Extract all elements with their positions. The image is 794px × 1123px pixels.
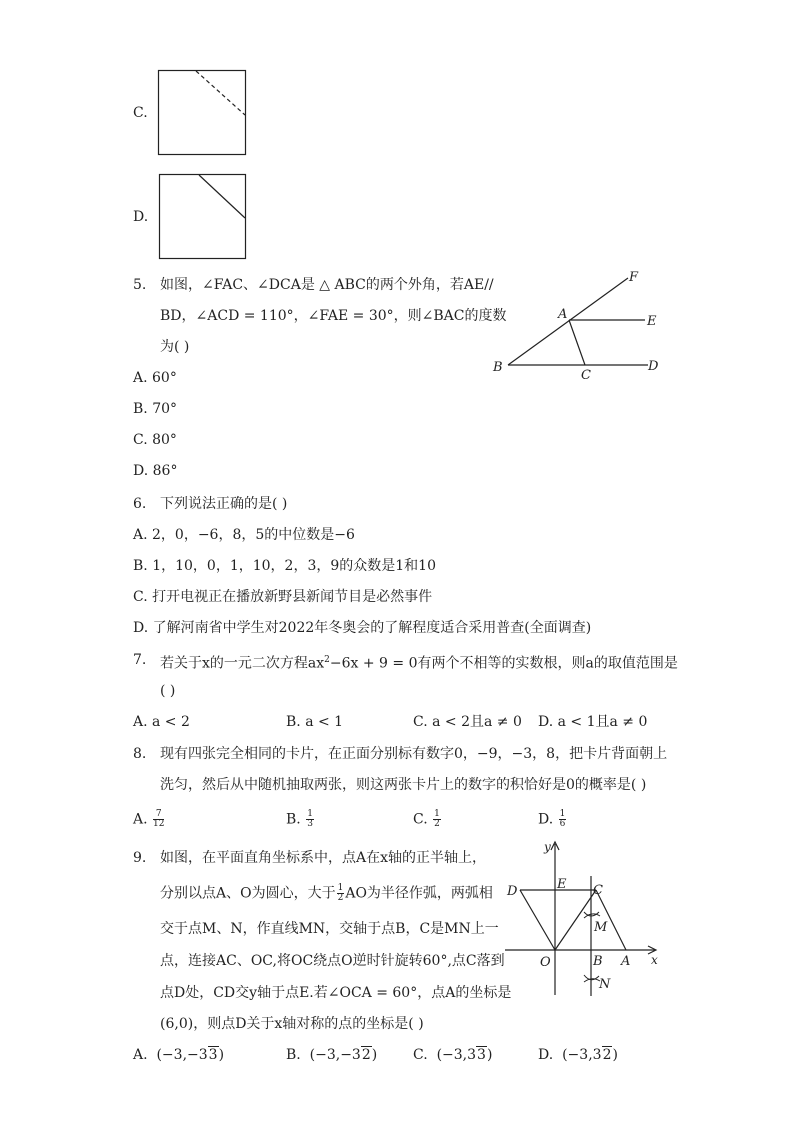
- q9-label-a: A: [621, 954, 631, 969]
- q9-number: 9.: [133, 850, 147, 866]
- q5-stem-line3: 为( ): [160, 339, 190, 355]
- q6-option-b: B. 1，10，0，1，10，2，3，9的众数是1和10: [133, 558, 436, 574]
- q8-stem-line1: 现有四张完全相同的卡片，在正面分别标有数字0，−9，−3，8，把卡片背面朝上: [160, 746, 668, 762]
- q5-option-c: C. 80°: [133, 432, 177, 448]
- q9-label-d: D: [507, 884, 518, 899]
- q9-option-c: C. (−3,33): [413, 1047, 493, 1063]
- q8-option-b: B. $\frac{1}{3}$: [286, 809, 313, 829]
- q9-label-c: C: [593, 883, 603, 898]
- q7-option-d: D. a < 1且a ≠ 0: [538, 714, 648, 730]
- q6-option-c: C. 打开电视正在播放新野县新闻节目是必然事件: [133, 589, 433, 605]
- option-c-label: C.: [133, 105, 148, 121]
- q5-option-d: D. 86°: [133, 463, 178, 479]
- q9-coordinate-figure: [500, 838, 670, 998]
- q5-label-c: C: [581, 368, 591, 383]
- q9-label-b: B: [593, 954, 603, 969]
- q9-stem-line2: 分别以点A、O为圆心，大于 $\frac{1}{2}$ AO为半径作弧，两弧相: [160, 883, 493, 903]
- q5-label-a: A: [558, 307, 568, 322]
- q9-stem-line1: 如图，在平面直角坐标系中，点A在x轴的正半轴上，: [160, 850, 487, 866]
- q9-label-n: N: [599, 977, 611, 992]
- q9-stem-line6: (6,0)，则点D关于x轴对称的点的坐标是( ): [160, 1016, 424, 1032]
- q7-stem-line2: ( ): [160, 683, 176, 699]
- option-c-square-figure: [158, 70, 248, 158]
- q5-stem-line2: BD，∠ACD = 110°，∠FAE = 30°，则∠BAC的度数: [160, 308, 507, 324]
- q5-number: 5.: [133, 277, 147, 293]
- q8-stem-line2: 洗匀，然后从中随机抽取两张，则这两张卡片上的数字的积恰好是0的概率是( ): [160, 777, 647, 793]
- q5-label-f: F: [629, 270, 639, 285]
- q8-option-a: A. $\frac{7}{12}$: [133, 809, 165, 829]
- q7-option-a: A. a < 2: [133, 714, 190, 730]
- q6-number: 6.: [133, 496, 147, 512]
- q7-stem: 若关于x的一元二次方程$ax^2-6x + 9 = 0$有两个不相等的实数根，则a的取值范围是: [160, 655, 678, 672]
- q6-option-a: A. 2，0，−6，8，5的中位数是−6: [133, 527, 355, 543]
- q9-label-x: x: [651, 953, 658, 967]
- q9-label-m: M: [594, 920, 608, 935]
- q9-label-y: y: [544, 840, 551, 854]
- q5-label-e: E: [647, 314, 657, 329]
- q5-option-b: B. 70°: [133, 401, 178, 417]
- q8-number: 8.: [133, 746, 147, 762]
- q6-stem: 下列说法正确的是( ): [160, 496, 288, 512]
- q6-option-d: D. 了解河南省中学生对2022年冬奥会的了解程度适合采用普查(全面调查): [133, 620, 592, 636]
- q9-stem-line5: 点D处，CD交y轴于点E.若∠OCA = 60°，点A的坐标是: [160, 985, 512, 1001]
- q5-label-d: D: [648, 359, 659, 374]
- option-d-square-figure: [159, 174, 249, 262]
- q8-option-c: C. $\frac{1}{2}$: [413, 809, 440, 829]
- q8-option-d: D. $\frac{1}{6}$: [538, 809, 566, 829]
- q7-option-c: C. a < 2且a ≠ 0: [413, 714, 522, 730]
- q9-label-o: O: [540, 955, 551, 970]
- q9-label-e: E: [557, 877, 567, 892]
- q9-option-b: B. (−3,−32): [286, 1047, 378, 1063]
- option-d-label: D.: [133, 209, 149, 225]
- q9-option-a: A. (−3,−33): [133, 1047, 225, 1063]
- q9-option-d: D. (−3,32): [538, 1047, 618, 1063]
- q7-option-b: B. a < 1: [286, 714, 344, 730]
- q5-option-a: A. 60°: [133, 370, 177, 386]
- q5-triangle-figure: [490, 268, 670, 383]
- q7-number: 7.: [133, 652, 147, 668]
- q9-stem-line3: 交于点M、N，作直线MN，交轴于点B，C是MN上一: [160, 921, 499, 937]
- q5-stem-line1: 如图，∠FAC、∠DCA是 △ ABC的两个外角，若AE//: [160, 277, 494, 293]
- q9-stem-line4: 点，连接AC、OC,将OC绕点O逆时针旋转60°,点C落到: [160, 953, 505, 969]
- q5-label-b: B: [493, 360, 503, 375]
